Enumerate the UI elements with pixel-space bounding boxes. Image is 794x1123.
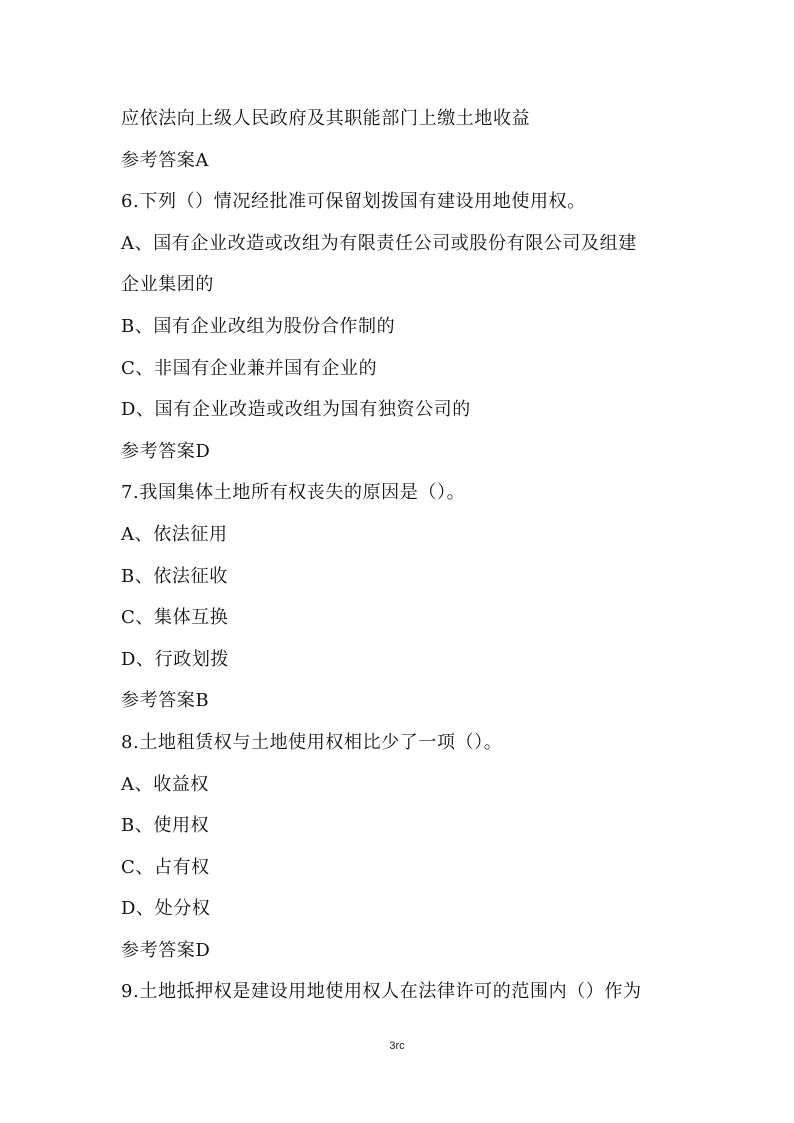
q7-option-a: A、依法征用: [121, 523, 228, 545]
document-body: [121, 98, 701, 1013]
q8-option-d: D、处分权: [121, 898, 211, 920]
question-6: 6.下列（）情况经批准可保留划拨国有建设用地使用权。: [121, 191, 586, 213]
q6-option-a-cont: 企业集团的: [121, 274, 214, 296]
q8-option-b: B、使用权: [121, 815, 210, 837]
answer-q7: 参考答案B: [121, 690, 210, 712]
q6-option-b: B、国有企业改组为股份合作制的: [121, 315, 396, 337]
answer-q5: 参考答案A: [121, 149, 209, 171]
q8-option-c: C、占有权: [121, 856, 210, 878]
question-8: 8.土地租赁权与土地使用权相比少了一项（）。: [121, 731, 503, 753]
q7-option-b: B、依法征收: [121, 565, 228, 587]
q6-option-c: C、非国有企业兼并国有企业的: [121, 357, 378, 379]
question-9: 9.土地抵押权是建设用地使用权人在法律许可的范围内（）作为: [121, 981, 642, 1003]
question-7: 7.我国集体土地所有权丧失的原因是（）。: [121, 482, 466, 504]
q7-option-d: D、行政划拨: [121, 648, 230, 670]
q7-option-c: C、集体互换: [121, 607, 229, 629]
text-line-prev-answer-cont: 应依法向上级人民政府及其职能部门上缴土地收益: [121, 108, 531, 129]
q6-option-d: D、国有企业改造或改组为国有独资公司的: [121, 399, 471, 421]
answer-q8: 参考答案D: [121, 939, 211, 961]
page-number: 3rc: [389, 1040, 405, 1052]
q8-option-a: A、收益权: [121, 773, 209, 795]
q6-option-a: A、国有企业改造或改组为有限责任公司或股份有限公司及组建: [121, 232, 637, 254]
answer-q6: 参考答案D: [121, 440, 211, 462]
